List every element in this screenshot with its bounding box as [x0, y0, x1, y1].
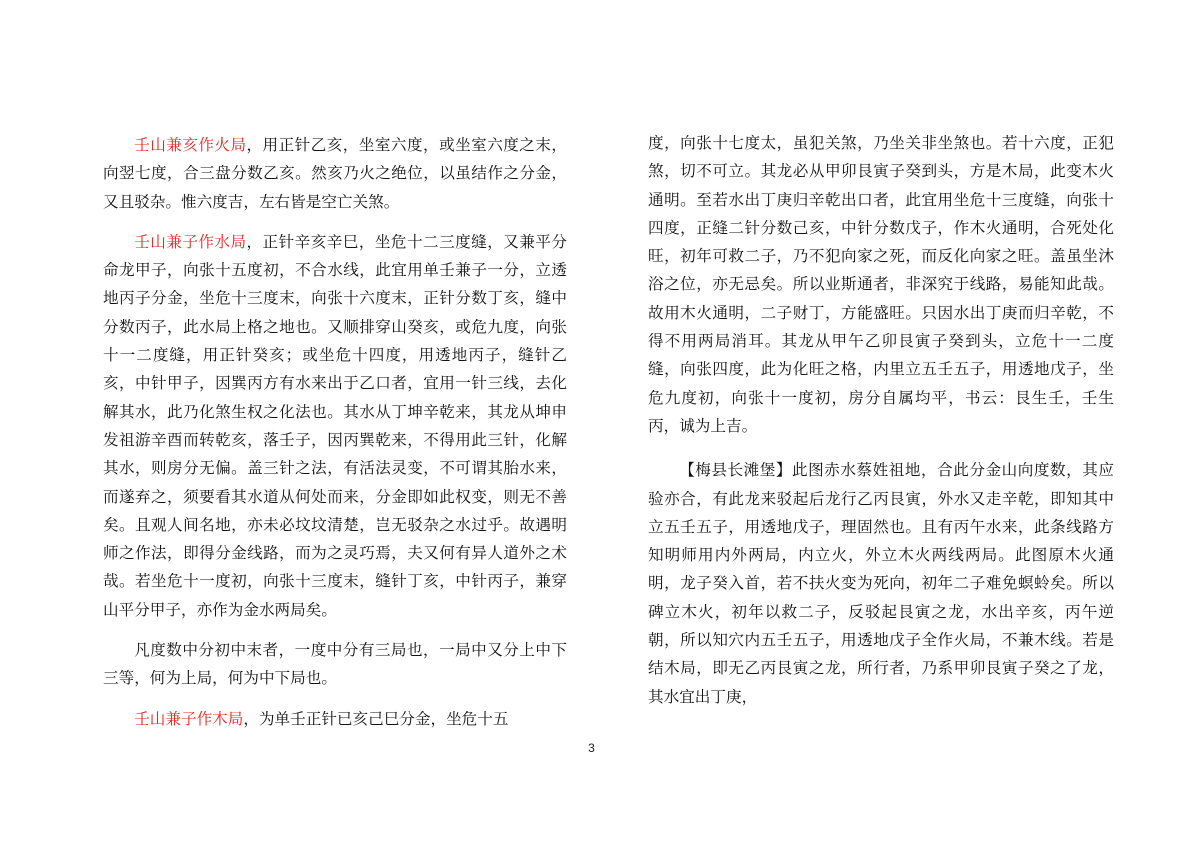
paragraph-fire-bureau — [103, 131, 567, 216]
paragraph-text: 【梅县长滩堡】此图赤水蔡姓祖地，合此分金山向度数，其应验亦合，有此龙来驳起后龙行乙丙艮寅，外水又走辛乾，即知其中立五壬五子，用透地戊子，理固然也。且有丙午水来，此条线路方知明师用内外两局，内立火，外立木火两线两局。此图原木火通明，龙子癸入首，若不扶火变为死向，初年二子难免螟蛉矣。所以碑立木火，初年以救二子，反驳起艮寅之龙，水出辛亥，丙午逆朝，所以知穴内五壬五子，用透地戊子全作火局，不兼木线。若是结木局，即无乙丙艮寅之龙，所行者，乃系甲卯艮寅子癸之了龙，其水宜出丁庚， — [648, 461, 1114, 706]
paragraph-wood-bureau — [103, 705, 567, 733]
paragraph-text: ，为单壬正针已亥己巳分金，坐危十五 — [243, 709, 509, 728]
paragraph-wood-bureau-continued — [648, 129, 1114, 440]
paragraph-text: 凡度数中分初中末者，一度中分有三局也，一局中又分上中下三等，何为上局，何为中下局也。 — [103, 641, 567, 688]
left-text-column — [103, 131, 567, 733]
paragraph-text: 度，向张十七度太，虽犯关煞，乃坐关非坐煞也。若十六度，正犯煞，切不可立。其龙必从甲卯艮寅子癸到头，方是木局，此变木火通明。至若水出丁庚归辛乾出口者，此宜用坐危十三度缝，向张十四度，正缝二针分数己亥，中针分数戊子，作木火通明，合死处化旺，初年可救二子，乃不犯向家之死，而反化向家之旺。盖虽坐沐浴之位，亦无忌矣。所以业斯通者，非深究于线路，易能知此哉。故用木火通明，二子财丁，方能盛旺。只因水出丁庚而归辛乾，不得不用两局消耳。其龙从甲午乙卯艮寅子癸到头，立危十一二度缝，向张四度，此为化旺之格，内里立五壬五子，用透地戊子，坐危九度初，向张十一度初，房分自属均平，书云：艮生壬，壬生丙，诚为上吉。 — [648, 134, 1114, 435]
right-text-column — [648, 129, 1114, 711]
paragraph-text: ，正针辛亥辛巳，坐危十二三度缝，又兼平分命龙甲子，向张十五度初，不合水线，此宜用单壬兼子一分，立透地丙子分金，坐危十三度末，向张十六度末，正针分数丁亥，缝中分数丙子，此水局上格之地也。又顺排穿山癸亥，或危九度，向张十一二度缝，用正针癸亥；或坐危十四度，用透地丙子，缝针乙亥，中针甲子，因巽丙方有水来出于乙口者，宜用一针三线，去化解其水，此乃化煞生权之化法也。其水从丁坤辛乾来，其龙从坤申发祖游辛酉而转乾亥，落壬子，因丙巽乾来，不得用此三针，化解其水，则房分无偏。盖三针之法，有活法灵变，不可谓其胎水来，而遂弃之，须要看其水道从何处而来，分金即如此权变，则无不善矣。且观人间名地，亦未必坟坟清楚，岂无驳杂之水过乎。故遇明师之作法，即得分金线路，而为之灵巧焉，夫又何有异人道外之术哉。若坐危十一度初，向张十三度末，缝针丁亥，中针丙子，兼穿山平分甲子，亦作为金水两局矣。 — [103, 232, 567, 619]
section-heading: 壬山兼子作水局 — [134, 232, 247, 251]
page-number: 3 — [588, 741, 595, 755]
section-heading: 壬山兼亥作火局 — [134, 136, 247, 154]
paragraph-water-bureau — [103, 228, 567, 624]
paragraph-meixian-changtanbao — [648, 456, 1114, 711]
paragraph-degree-division — [103, 636, 567, 693]
section-heading: 壬山兼子作木局 — [134, 709, 244, 728]
paragraph-text: ，用正针乙亥，坐室六度，或坐室六度之末，向翌七度，合三盘分数乙亥。然亥乃火之绝位，以虽结作之分金，又且驳杂。惟六度吉，左右皆是空亡关煞。 — [103, 136, 567, 211]
